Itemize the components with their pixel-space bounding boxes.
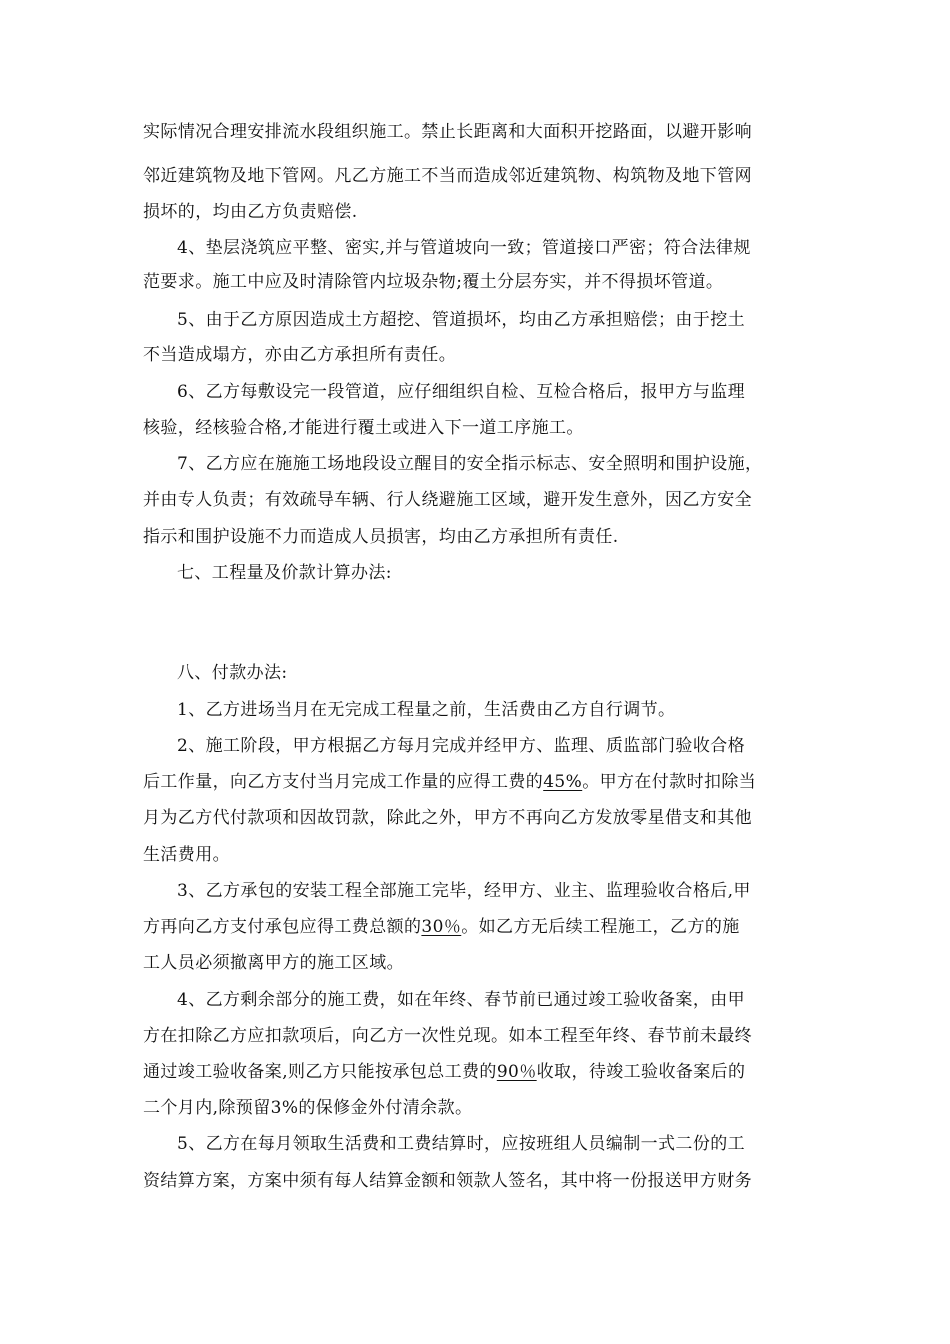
text-line: 并由专人负责；有效疏导车辆、行人绕避施工区域，避开发生意外，因乙方安全 bbox=[143, 490, 752, 510]
text-line: 方在扣除乙方应扣款项后，向乙方一次性兑现。如本工程至年终、春节前未最终 bbox=[143, 1026, 752, 1046]
text-line: 3、乙方承包的安装工程全部施工完毕，经甲方、业主、监理验收合格后,甲 bbox=[177, 881, 751, 901]
underlined-value: 45% bbox=[543, 772, 583, 792]
text-line: 7、乙方应在施施工场地段设立醒目的安全指示标志、安全照明和围护设施， bbox=[177, 454, 763, 474]
text-line: 指示和围护设施不力而造成人员损害，均由乙方承担所有责任. bbox=[143, 527, 619, 547]
text-line: 后工作量，向乙方支付当月完成工作量的应得工费的45%。甲方在付款时扣除当 bbox=[143, 772, 757, 792]
text-line: 通过竣工验收备案,则乙方只能按承包总工费的90％收取，待竣工验收备案后的 bbox=[143, 1062, 746, 1082]
text-line: 资结算方案，方案中须有每人结算金额和领款人签名，其中将一份报送甲方财务 bbox=[143, 1171, 752, 1191]
section-heading: 八、付款办法: bbox=[177, 663, 288, 683]
text-line: 2、施工阶段，甲方根据乙方每月完成并经甲方、监理、质监部门验收合格 bbox=[177, 736, 746, 756]
text-line: 5、乙方在每月领取生活费和工费结算时，应按班组人员编制一式二份的工 bbox=[177, 1134, 746, 1154]
text-line: 4、乙方剩余部分的施工费，如在年终、春节前已通过竣工验收备案，由甲 bbox=[177, 990, 746, 1010]
text-line: 1、乙方进场当月在无完成工程量之前，生活费由乙方自行调节。 bbox=[177, 700, 676, 720]
text-line: 5、由于乙方原因造成土方超挖、管道损坏，均由乙方承担赔偿；由于挖土 bbox=[177, 310, 746, 330]
text-line: 生活费用。 bbox=[143, 845, 230, 865]
text-line: 二个月内,除预留3%的保修金外付清余款。 bbox=[143, 1098, 473, 1118]
underlined-value: 90％ bbox=[496, 1062, 537, 1082]
text-line: 损坏的，均由乙方负责赔偿. bbox=[143, 202, 358, 222]
text-line: 核验，经核验合格,才能进行覆土或进入下一道工序施工。 bbox=[143, 418, 584, 438]
text-line: 4、垫层浇筑应平整、密实,并与管道坡向一致；管道接口严密；符合法律规 bbox=[177, 238, 751, 258]
text-line: 邻近建筑物及地下管网。凡乙方施工不当而造成邻近建筑物、构筑物及地下管网 bbox=[143, 166, 752, 186]
text-line: 6、乙方每敷设完一段管道，应仔细组织自检、互检合格后，报甲方与监理 bbox=[177, 382, 746, 402]
text-line: 工人员必须撤离甲方的施工区域。 bbox=[143, 953, 404, 973]
text-line: 月为乙方代付款项和因故罚款，除此之外，甲方不再向乙方发放零星借支和其他 bbox=[143, 808, 752, 828]
text-line: 方再向乙方支付承包应得工费总额的30％。如乙方无后续工程施工，乙方的施 bbox=[143, 917, 740, 937]
text-line: 不当造成塌方，亦由乙方承担所有责任。 bbox=[143, 345, 457, 365]
section-heading: 七、工程量及价款计算办法: bbox=[177, 563, 392, 583]
text-line: 范要求。施工中应及时清除管内垃圾杂物;覆土分层夯实，并不得损坏管道。 bbox=[143, 272, 724, 292]
text-line: 实际情况合理安排流水段组织施工。禁止长距离和大面积开挖路面，以避开影响 bbox=[143, 122, 752, 142]
underlined-value: 30％ bbox=[421, 917, 462, 937]
